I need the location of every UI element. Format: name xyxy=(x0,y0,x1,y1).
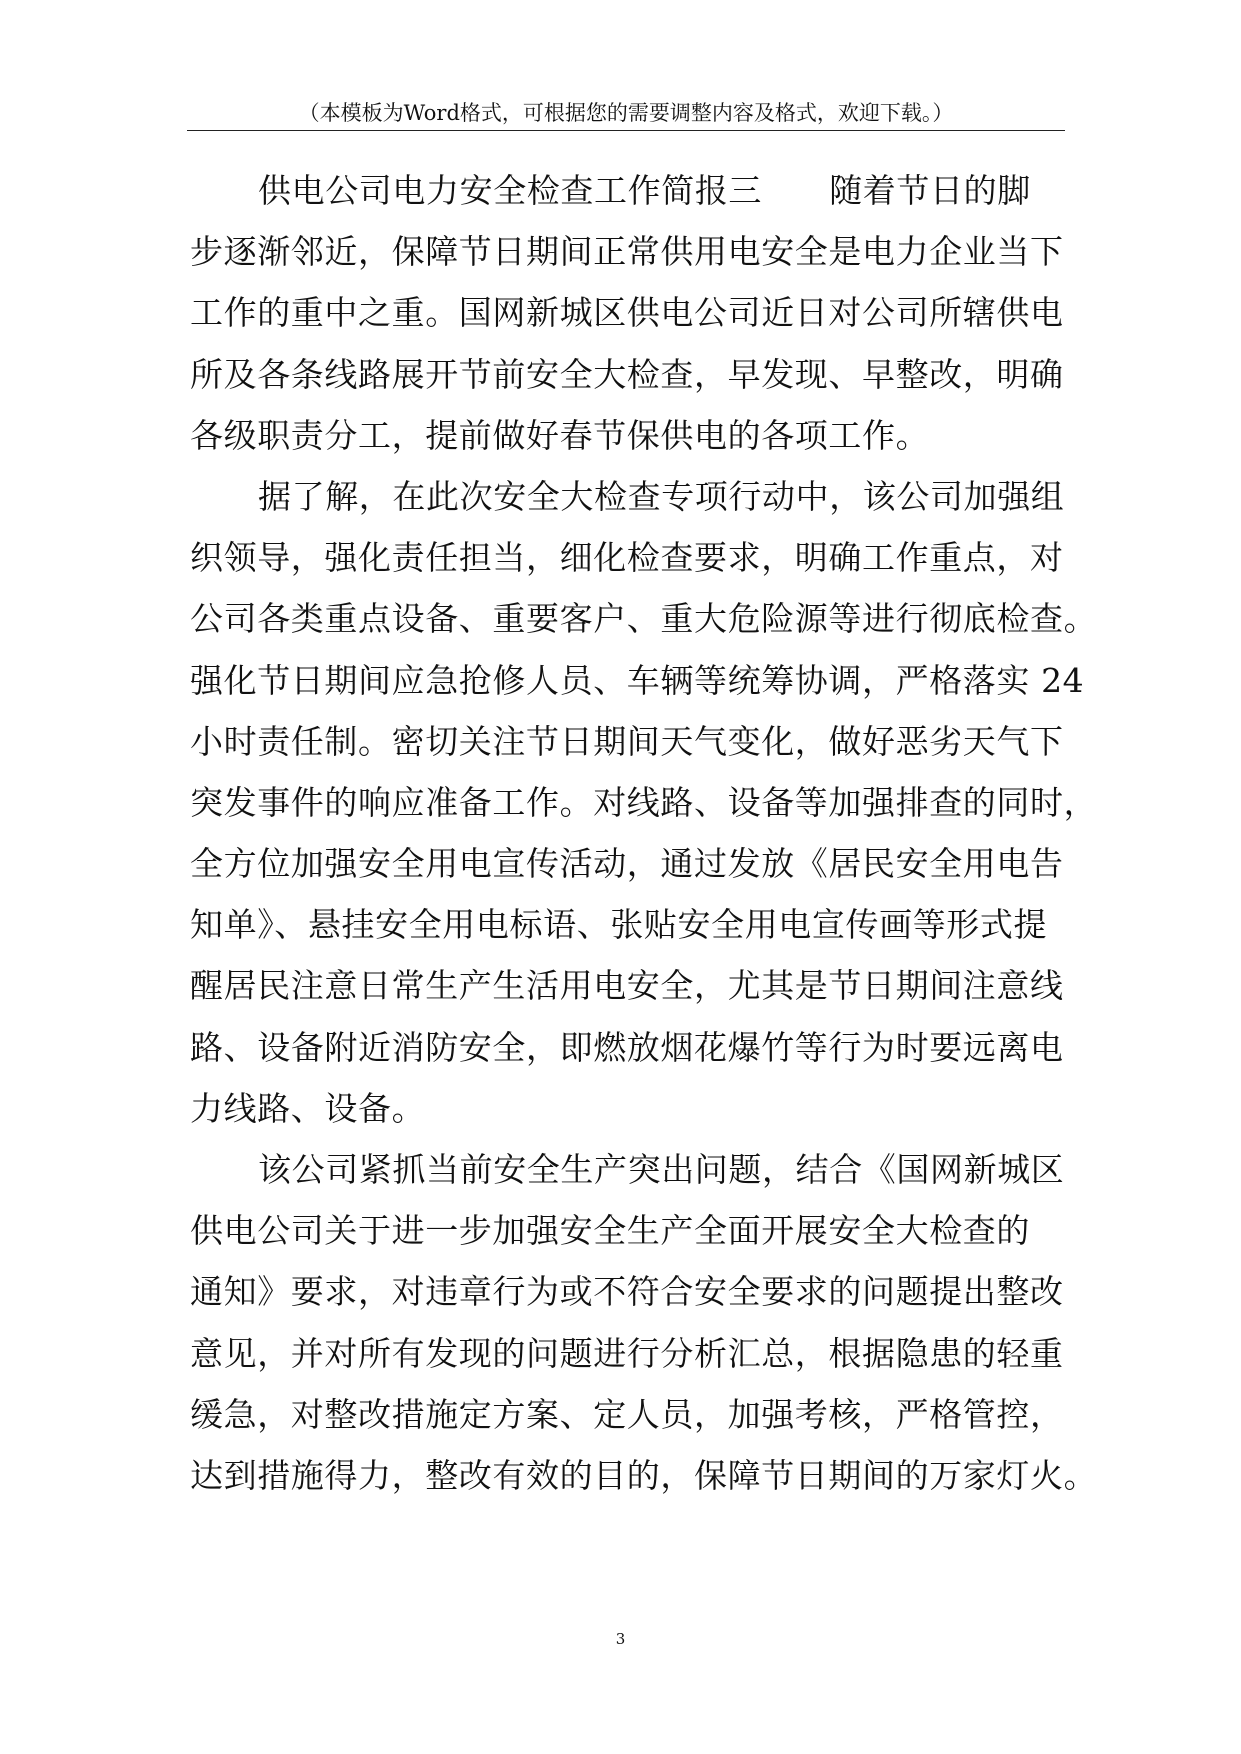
paragraph-3-line: 达到措施得力，整改有效的目的，保障节日期间的万家灯火。 xyxy=(190,1455,1098,1495)
document-body xyxy=(190,160,1098,1506)
paragraph-2-line: 据了解，在此次安全大检查专项行动中，该公司加强组 xyxy=(258,476,1065,516)
paragraph-1-line: 工作的重中之重。国网新城区供电公司近日对公司所辖供电 xyxy=(190,293,1064,333)
paragraph-3-line: 缓急，对整改措施定方案、定人员，加强考核，严格管控， xyxy=(190,1394,1064,1434)
paragraph-3-line: 意见，并对所有发现的问题进行分析汇总，根据隐患的轻重 xyxy=(190,1333,1064,1373)
paragraph-2-line: 力线路、设备。 xyxy=(190,1088,426,1128)
paragraph-1-line: 所及各条线路展开节前安全大检查，早发现、早整改，明确 xyxy=(190,354,1064,394)
paragraph-2-line: 醒居民注意日常生产生活用电安全，尤其是节日期间注意线 xyxy=(190,966,1064,1006)
header-divider xyxy=(187,130,1065,131)
page-number: 3 xyxy=(615,1630,626,1648)
paragraph-2-line: 织领导，强化责任担当，细化检查要求，明确工作重点，对 xyxy=(190,538,1064,578)
paragraph-1-line: 各级职责分工，提前做好春节保供电的各项工作。 xyxy=(190,415,930,455)
paragraph-2-line: 路、设备附近消防安全，即燃放烟花爆竹等行为时要远离电 xyxy=(190,1027,1064,1067)
paragraph-3-line: 供电公司关于进一步加强安全生产全面开展安全大检查的 xyxy=(190,1211,1030,1251)
paragraph-3-line: 通知》要求，对违章行为或不符合安全要求的问题提出整改 xyxy=(190,1272,1064,1312)
paragraph-2-line: 知单》、悬挂安全用电标语、张贴安全用电宣传画等形式提 xyxy=(190,905,1048,945)
paragraph-2-line: 全方位加强安全用电宣传活动，通过发放《居民安全用电告 xyxy=(190,844,1064,884)
paragraph-2-line: 小时责任制。密切关注节日期间天气变化，做好恶劣天气下 xyxy=(190,721,1064,761)
paragraph-2-line: 突发事件的响应准备工作。对线路、设备等加强排查的同时， xyxy=(190,782,1098,822)
paragraph-1-line: 步逐渐邻近，保障节日期间正常供用电安全是电力企业当下 xyxy=(190,232,1064,272)
paragraph-1-line: 供电公司电力安全检查工作简报三 随着节日的脚 xyxy=(258,171,1031,210)
template-note-header: （本模板为Word格式，可根据您的需要调整内容及格式，欢迎下载。） xyxy=(298,101,954,125)
paragraph-2-line: 强化节日期间应急抢修人员、车辆等统筹协调，严格落实 24 xyxy=(190,660,1085,700)
paragraph-2-line: 公司各类重点设备、重要客户、重大危险源等进行彻底检查。 xyxy=(190,599,1098,639)
paragraph-3-line: 该公司紧抓当前安全生产突出问题，结合《国网新城区 xyxy=(258,1150,1065,1189)
